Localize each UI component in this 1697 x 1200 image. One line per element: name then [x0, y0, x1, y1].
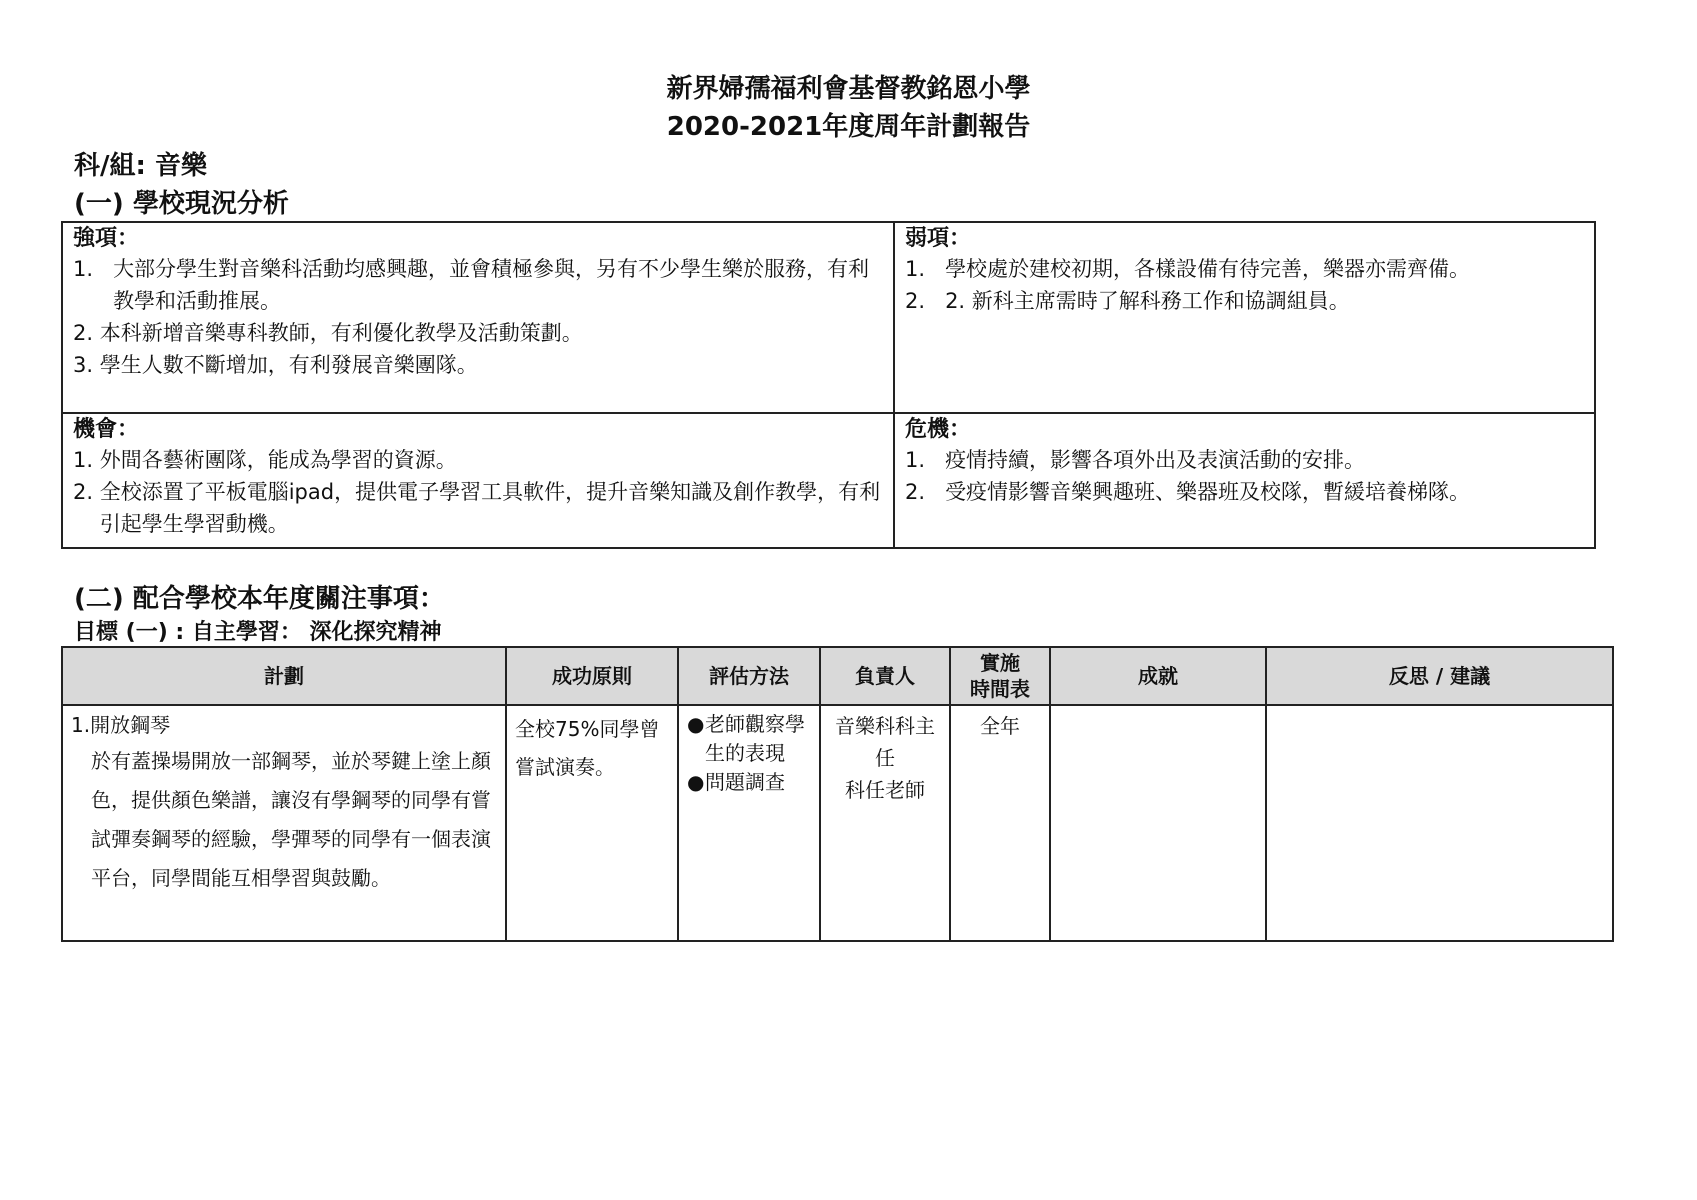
bullet-icon: ●	[687, 712, 705, 736]
opportunities-cell	[62, 413, 894, 548]
opportunities-label: 機會：	[73, 417, 140, 442]
criteria-cell: 全校75%同學曾嘗試演奏。	[506, 705, 678, 941]
table-header-row	[62, 647, 1613, 705]
header-schedule: 實施 時間表	[950, 647, 1050, 705]
list-item: 1. 外間各藝術團隊，能成為學習的資源。	[73, 448, 457, 472]
school-name: 新界婦孺福利會基督教銘恩小學	[666, 74, 1031, 104]
strengths-cell	[62, 222, 894, 413]
subject-line: 科/組: 音樂	[74, 151, 207, 181]
plan-table	[61, 646, 1614, 942]
report-title: 2020-2021年度周年計劃報告	[666, 112, 1031, 142]
list-item: ● 老師觀察學生的表現	[687, 710, 811, 768]
swot-table	[61, 221, 1596, 549]
list-item: 3. 學生人數不斷增加，有利發展音樂團隊。	[73, 353, 478, 377]
header-evaluation: 評估方法	[678, 647, 820, 705]
weaknesses-cell	[894, 222, 1595, 413]
header-achievement: 成就	[1050, 647, 1266, 705]
header-criteria: 成功原則	[506, 647, 678, 705]
list-item: 2. 全校添置了平板電腦ipad，提供電子學習工具軟件，提升音樂知識及創作教學，有利引起學生學習動機。	[73, 480, 881, 536]
achievement-cell	[1050, 705, 1266, 941]
plan-description: 於有蓋操場開放一部鋼琴，並於琴鍵上塗上顏色，提供顏色樂譜，讓沒有學鋼琴的同學有嘗試彈奏鋼琴的經驗，學彈琴的同學有一個表演平台，同學間能互相學習與鼓勵。	[91, 749, 491, 890]
header-plan: 計劃	[62, 647, 506, 705]
weaknesses-label: 弱項：	[905, 226, 972, 251]
list-item: 1. 學校處於建校初期，各樣設備有待完善，樂器亦需齊備。	[905, 257, 1471, 281]
threats-label: 危機：	[905, 417, 972, 442]
threats-cell	[894, 413, 1595, 548]
person-cell: 音樂科科主任 科任老師	[820, 705, 950, 941]
list-item: 2. 2. 新科主席需時了解科務工作和協調組員。	[905, 289, 1350, 313]
evaluation-cell	[678, 705, 820, 941]
list-item: ● 問題調查	[687, 768, 811, 797]
goal-title: 目標 (一) : 自主學習： 深化探究精神	[74, 620, 442, 645]
reflection-cell	[1266, 705, 1613, 941]
plan-cell	[62, 705, 506, 941]
list-item: 1. 大部分學生對音樂科活動均感興趣，並會積極參與，另有不少學生樂於服務，有利教學和活動推展。	[73, 257, 870, 313]
list-item: 2. 本科新增音樂專科教師，有利優化教學及活動策劃。	[73, 321, 583, 345]
schedule-cell: 全年	[950, 705, 1050, 941]
bullet-icon: ●	[687, 770, 705, 794]
document-header	[0, 70, 1697, 146]
strengths-label: 強項：	[73, 226, 140, 251]
plan-title: 1.開放鋼琴	[71, 713, 171, 737]
list-item: 1. 疫情持續，影響各項外出及表演活動的安排。	[905, 448, 1366, 472]
list-item: 2. 受疫情影響音樂興趣班、樂器班及校隊，暫緩培養梯隊。	[905, 480, 1471, 504]
header-person: 負責人	[820, 647, 950, 705]
header-reflection: 反思 / 建議	[1266, 647, 1613, 705]
section2-title: (二) 配合學校本年度關注事項：	[74, 584, 445, 614]
table-row	[62, 705, 1613, 941]
section1-title: (一) 學校現況分析	[74, 189, 289, 219]
